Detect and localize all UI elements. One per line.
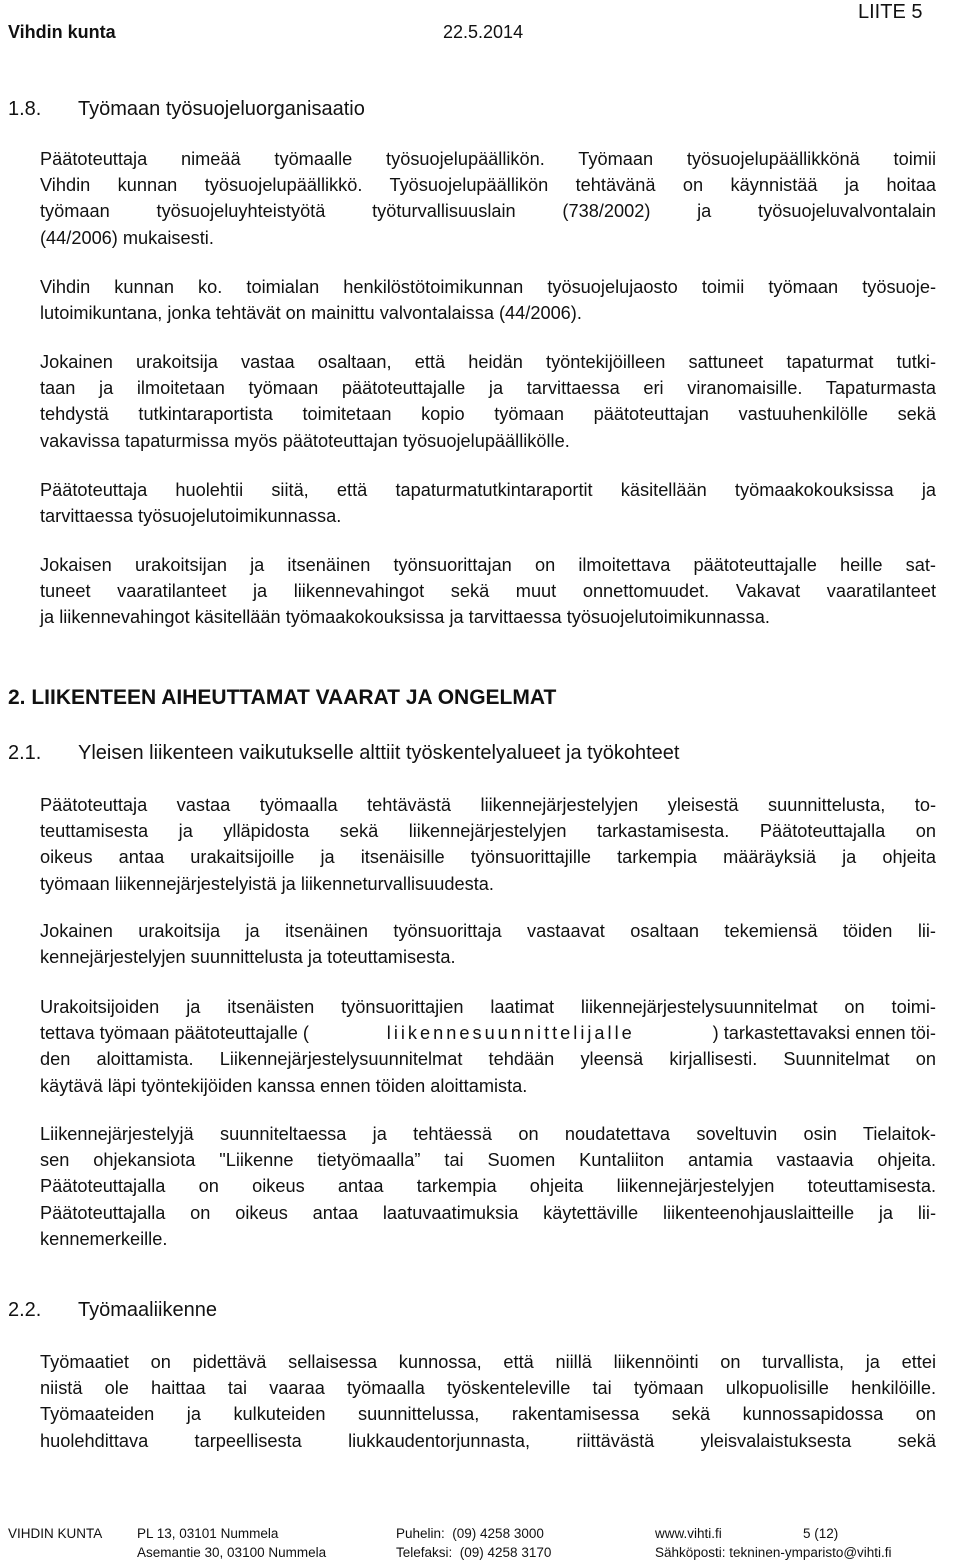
text-line: Jokainen urakoitsija vastaa osaltaan, että heidän työntekijöilleen sattuneet tapaturmat tutki- [40, 352, 936, 372]
paragraph [40, 1121, 936, 1252]
footer-phone: Puhelin: (09) 4258 3000 [396, 1526, 544, 1541]
section-2-1-number: 2.1. [8, 742, 42, 764]
text-line: Päätoteuttaja nimeää työmaalle työsuojelupäällikön. Työmaan työsuojelupäällikkönä toimii [40, 149, 936, 169]
spaced-text-fragment: liikennesuunnittelijalle [386, 1023, 635, 1044]
appendix-label: LIITE 5 [858, 1, 923, 23]
paragraph [40, 477, 936, 529]
text-line: Jokainen urakoitsija ja itsenäinen työnsuorittaja vastaavat osaltaan tekemiensä töiden lii- [40, 921, 936, 941]
text-line: tarvittaessa työsuojelutoimikunnassa. [40, 506, 342, 527]
text-line: vakavissa tapaturmissa myös päätoteuttajan työsuojelupäällikölle. [40, 430, 570, 451]
section-2-2-number: 2.2. [8, 1299, 42, 1321]
paragraph [40, 792, 936, 897]
footer-org: VIHDIN KUNTA [8, 1526, 103, 1541]
footer-email: Sähköposti: tekninen-ymparisto@vihti.fi [655, 1545, 892, 1560]
text-line: Päätoteuttaja vastaa työmaalla tehtävästä liikennejärjestelyjen yleisestä suunnittelusta, to- [40, 795, 936, 815]
footer-po-box: PL 13, 03101 Nummela [137, 1526, 279, 1541]
text-line: Työmaatiet on pidettävä sellaisessa kunnossa, että niillä liikennöinti on turvallista, ja ettei [40, 1352, 936, 1372]
section-2-2-title: Työmaaliikenne [78, 1299, 217, 1321]
text-line: ja liikennevahingot käsitellään työmaakokouksissa ja tarvittaessa työsuojelutoimikunnassa. [40, 607, 770, 628]
text-line: sen ohjekansiota "Liikenne tietyömaalla” tai Suomen Kuntaliiton antamia vastaavia ohjeita. [40, 1150, 936, 1171]
text-line: työmaan liikennejärjestelyistä ja liikenneturvallisuudesta. [40, 873, 494, 894]
footer-web: www.vihti.fi [655, 1526, 722, 1541]
text-line: huolehdittava tarpeellisesta liukkaudentorjunnasta, riittävästä yleisvalaistuksesta sekä [40, 1430, 936, 1451]
paragraph [40, 274, 936, 326]
text-line: tuneet vaaratilanteet ja liikennevahingot sekä muut onnettomuudet. Vakavat vaaratilanteet [40, 581, 936, 602]
text-line: (44/2006) mukaisesti. [40, 227, 214, 248]
text-line: Jokaisen urakoitsijan ja itsenäinen työnsuorittajan on ilmoitettava päätoteuttajalle heille sat- [40, 555, 936, 575]
text-fragment: ) tarkastettavaksi ennen töi- [712, 1023, 936, 1044]
paragraph [40, 146, 936, 251]
text-line [40, 1020, 936, 1046]
text-line: Päätoteuttajalla on oikeus antaa laatuvaatimuksia käytettäville liikenteenohjauslaitteille ja lii- [40, 1202, 936, 1223]
text-line: lutoimikuntana, jonka tehtävät on mainittu valvontalaissa (44/2006). [40, 303, 582, 324]
text-line: teuttamisesta ja ylläpidosta sekä liikennejärjestelyjen tarkastamisesta. Päätoteuttajalla on [40, 821, 936, 842]
paragraph [40, 918, 936, 970]
text-line: kennemerkeille. [40, 1228, 168, 1249]
paragraph [40, 994, 936, 1099]
text-line: Vihdin kunnan työsuojelupäällikkö. Työsuojelupäällikön tehtävänä on käynnistää ja hoitaa [40, 175, 936, 196]
section-2-heading: 2. LIIKENTEEN AIHEUTTAMAT VAARAT JA ONGELMAT [8, 686, 557, 709]
text-line: Liikennejärjestelyjä suunniteltaessa ja tehtäessä on noudatettava soveltuvin osin Tielaitok- [40, 1124, 936, 1144]
header-org: Vihdin kunta [8, 22, 116, 42]
section-1-8-title: Työmaan työsuojeluorganisaatio [78, 98, 365, 120]
text-line: kennejärjestelyjen suunnittelusta ja toteuttamisesta. [40, 947, 456, 968]
paragraph [40, 349, 936, 454]
text-fragment: tettava työmaan päätoteuttajalle ( [40, 1023, 309, 1044]
section-2-1-title: Yleisen liikenteen vaikutukselle alttiit työskentelyalueet ja työkohteet [78, 742, 680, 764]
text-line: Päätoteuttaja huolehtii siitä, että tapaturmatutkintaraportit käsitellään työmaakokouksissa ja [40, 480, 936, 500]
text-line: oikeus antaa urakaitsijoille ja itsenäisille työnsuorittajille tarkempia määräyksiä ja ohjeita [40, 847, 936, 868]
footer-page-number: 5 (12) [803, 1526, 839, 1541]
text-line: Työmaateiden ja kulkuteiden suunnittelussa, rakentamisessa sekä kunnossapidossa on [40, 1404, 936, 1425]
text-line: taan ja ilmoitetaan työmaan päätoteuttajalle ja tarvittaessa eri viranomaisille. Tapaturmasta [40, 378, 936, 399]
section-1-8-number: 1.8. [8, 98, 42, 120]
header-date: 22.5.2014 [443, 22, 524, 42]
footer-address: Asemantie 30, 03100 Nummela [137, 1545, 327, 1560]
paragraph [40, 1349, 936, 1454]
text-line: työmaan työsuojeluyhteistyötä työturvallisuuslain (738/2002) ja työsuojeluvalvontalain [40, 201, 936, 222]
text-line: Vihdin kunnan ko. toimialan henkilöstötoimikunnan työsuojelujaosto toimii työmaan työsuoje- [40, 277, 936, 297]
text-line: Urakoitsijoiden ja itsenäisten työnsuorittajien laatimat liikennejärjestelysuunnitelmat on toimi- [40, 997, 936, 1017]
paragraph [40, 552, 936, 631]
text-line: den aloittamista. Liikennejärjestelysuunnitelmat tehdään yleensä kirjallisesti. Suunnitelmat on [40, 1049, 936, 1070]
footer-fax: Telefaksi: (09) 4258 3170 [396, 1545, 552, 1560]
text-line: Päätoteuttajalla on oikeus antaa tarkempia ohjeita liikennejärjestelyjen toteuttamisesta. [40, 1176, 936, 1197]
text-line: tehdystä tutkintaraportista toimitetaan kopio työmaan päätoteuttajan vastuuhenkilölle sekä [40, 404, 936, 425]
text-line: niistä ole haittaa tai vaaraa työmaalla työskenteleville tai työmaan ulkopuolisille henkilöille. [40, 1378, 936, 1399]
text-line: käytävä läpi työntekijöiden kanssa ennen töiden aloittamista. [40, 1075, 528, 1096]
